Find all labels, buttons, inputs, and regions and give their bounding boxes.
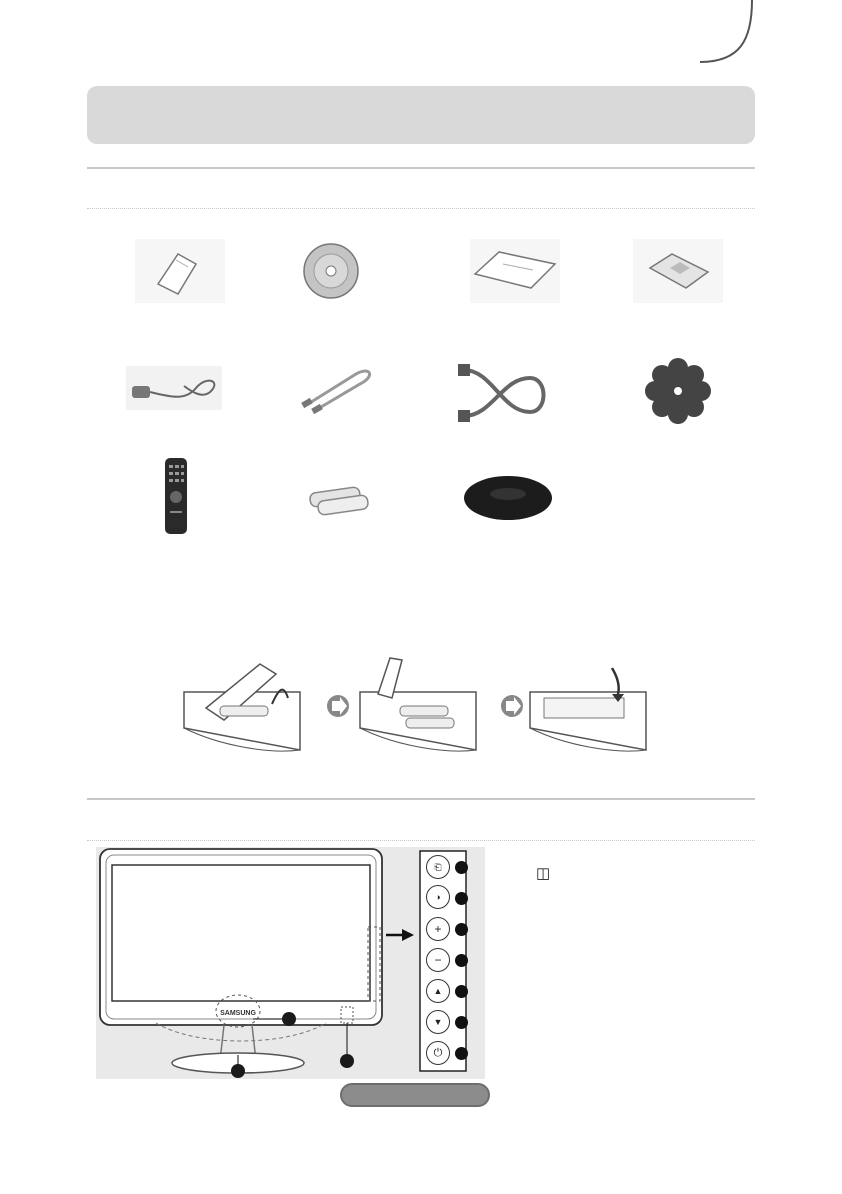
down-arrow-icon[interactable]: ▼ — [426, 1010, 450, 1034]
callout-marker — [455, 861, 468, 874]
callout-marker — [455, 954, 468, 967]
batteries-icon — [296, 470, 396, 520]
callout-marker — [455, 892, 468, 905]
section-rule — [87, 167, 755, 169]
open-cover-icon — [184, 664, 300, 751]
cut-line-curve — [700, 0, 842, 64]
stand-base-icon — [458, 468, 558, 524]
warranty-card-icon — [465, 236, 565, 306]
menu-mode-icon[interactable]: ◑ — [426, 885, 450, 909]
page-number-pill — [340, 1083, 490, 1107]
plus-icon[interactable]: + — [426, 917, 450, 941]
cd-icon — [281, 236, 381, 306]
section-rule — [87, 798, 755, 800]
remote-control-icon — [145, 455, 205, 537]
callout-marker — [455, 923, 468, 936]
close-cover-icon — [530, 668, 646, 751]
power-cord-icon — [123, 356, 225, 426]
insert-batteries-icon — [360, 658, 476, 751]
d-sub-cable-icon — [452, 356, 552, 426]
manual-booklet-icon — [130, 236, 230, 306]
minus-icon[interactable]: − — [426, 948, 450, 972]
audio-cable-icon — [290, 356, 390, 426]
battery-installation-steps — [180, 650, 650, 780]
up-arrow-icon[interactable]: ▲ — [426, 979, 450, 1003]
menu-icon: ◫ — [536, 865, 551, 882]
callout-marker — [455, 1016, 468, 1029]
power-icon[interactable]: ⏻ — [426, 1041, 450, 1065]
callout-marker — [455, 1047, 468, 1060]
front-control-buttons — [420, 851, 470, 1073]
samsung-logo: SAMSUNG — [220, 1010, 256, 1017]
section-header-banner — [87, 86, 755, 144]
source-icon[interactable]: ⎗ — [426, 855, 450, 879]
cable-holder-icon — [628, 356, 728, 426]
cleaning-cloth-icon — [628, 236, 728, 306]
callout-marker — [455, 985, 468, 998]
section-rule-dotted — [87, 840, 755, 841]
section-rule-dotted — [87, 208, 755, 209]
